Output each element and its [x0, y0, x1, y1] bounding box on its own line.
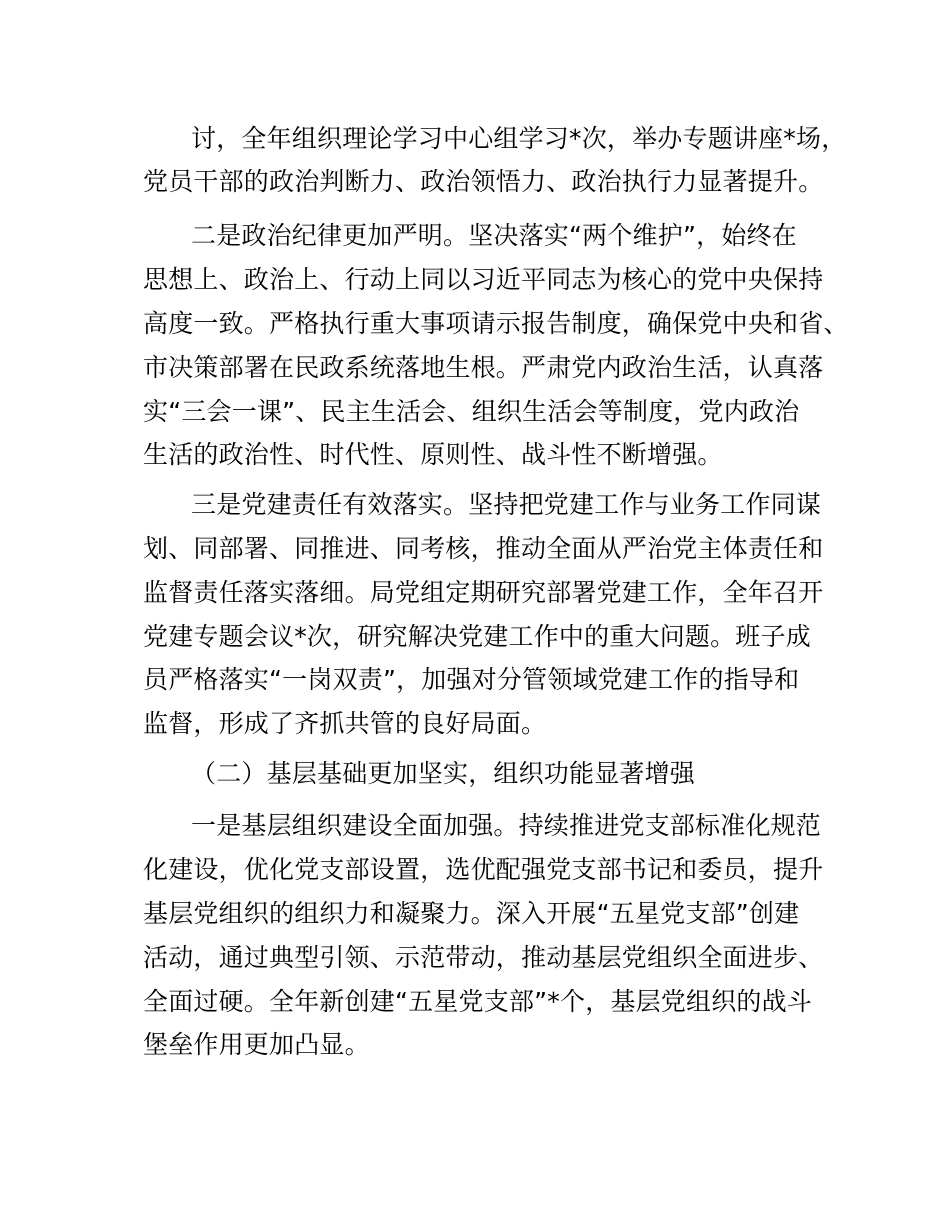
paragraph-line: 思想上、政治上、行动上同以习近平同志为核心的党中央保持 [143, 265, 824, 294]
paragraph-line: 基层党组织的组织力和凝聚力。深入开展“五星党支部”创建 [143, 899, 800, 928]
paragraph-line: 监督责任落实落细。局党组定期研究部署党建工作，全年召开 [143, 578, 824, 607]
paragraph-line: 一是基层组织建设全面加强。持续推进党支部标准化规范 [191, 811, 822, 840]
paragraph-line: 实“三会一课”、民主生活会、组织生活会等制度，党内政治 [143, 397, 800, 426]
paragraph-line: 活动，通过典型引领、示范带动，推动基层党组织全面进步、 [143, 943, 824, 972]
section-heading: （二）基层基础更加坚实，组织功能显著增强 [191, 759, 696, 788]
paragraph-line: 员严格落实“一岗双责”，加强对分管领域党建工作的指导和 [143, 665, 800, 694]
paragraph-line: 三是党建责任有效落实。坚持把党建工作与业务工作同谋 [191, 490, 822, 519]
paragraph-line: 全面过硬。全年新创建“五星党支部”*个，基层党组织的战斗 [143, 987, 813, 1016]
paragraph-line: 生活的政治性、时代性、原则性、战斗性不断增强。 [143, 440, 723, 469]
paragraph-line: 党员干部的政治判断力、政治领悟力、政治执行力显著提升。 [143, 167, 824, 196]
paragraph-line: 高度一致。严格执行重大事项请示报告制度，确保党中央和省、 [143, 309, 849, 338]
paragraph-line: 党建专题会议*次，研究解决党建工作中的重大问题。班子成 [143, 622, 811, 651]
paragraph-line: 讨，全年组织理论学习中心组学习*次，举办专题讲座*场， [191, 124, 847, 153]
paragraph-line: 划、同部署、同推进、同考核，推动全面从严治党主体责任和 [143, 534, 824, 563]
paragraph-line: 市决策部署在民政系统落地生根。严肃党内政治生活，认真落 [143, 353, 824, 382]
paragraph-line: 化建设，优化党支部设置，选优配强党支部书记和委员，提升 [143, 855, 824, 884]
paragraph-line: 二是政治纪律更加严明。坚决落实“两个维护”，始终在 [191, 221, 797, 250]
paragraph-line: 监督，形成了齐抓共管的良好局面。 [143, 709, 547, 738]
paragraph-line: 堡垒作用更加凸显。 [143, 1030, 370, 1059]
